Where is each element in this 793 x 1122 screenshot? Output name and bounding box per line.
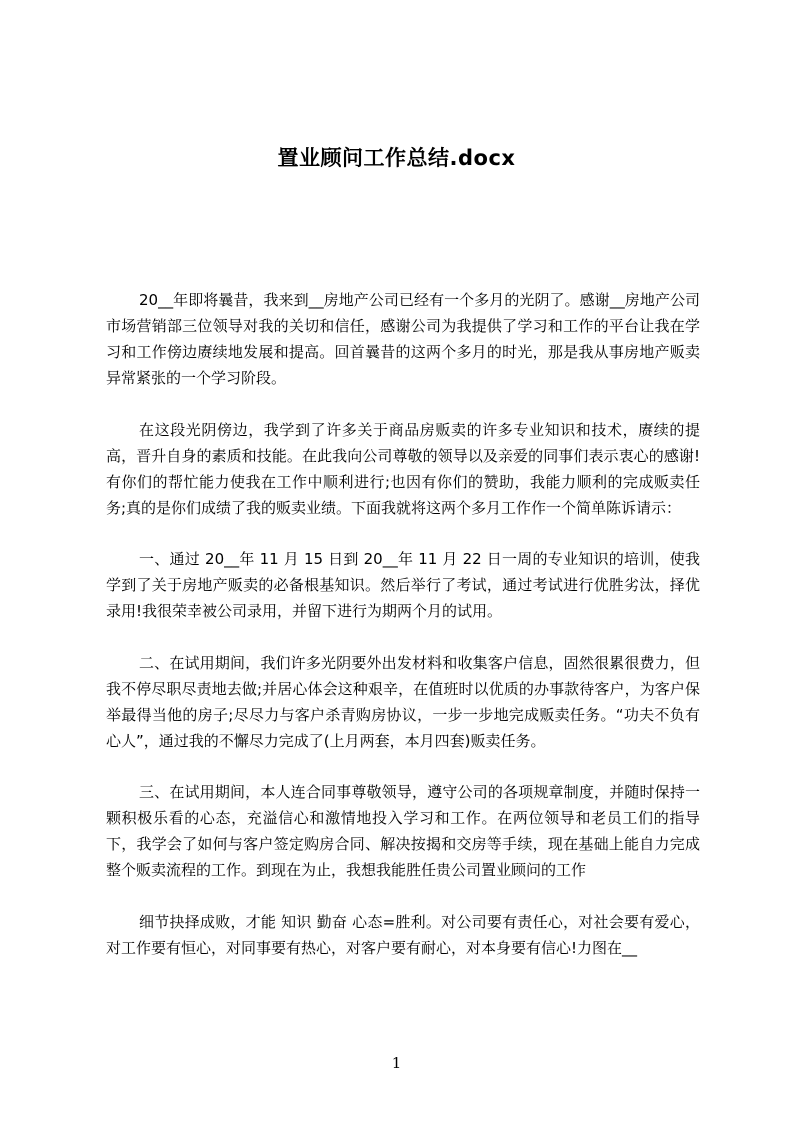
paragraph-intro: 20__年即将曩昔，我来到__房地产公司已经有一个多月的光阴了。感谢__房地产公司市场营销部三位领导对我的关切和信任，感谢公司为我提供了学习和工作的平台让我在学习和工作傍边赓续地发展和提高。回首曩昔的这两个多月的时光，那是我从事房地产贩卖异常紧张的一个学习阶段。 bbox=[106, 291, 700, 387]
document-body bbox=[106, 287, 700, 986]
page-number: 1 bbox=[391, 1054, 402, 1072]
paragraph-learning: 在这段光阴傍边，我学到了许多关于商品房贩卖的许多专业知识和技术，赓续的提高，晋升自身的素质和技能。在此我向公司尊敬的领导以及亲爱的同事们表示衷心的感谢!有你们的帮忙能力使我在工作中顺利进行;也因有你们的赞助，我能力顺利的完成贩卖任务;真的是你们成绩了我的贩卖业绩。下面我就将这两个多月工作作一个简单陈诉请示： bbox=[106, 420, 700, 517]
document-title: 置业顾问工作总结.docx bbox=[277, 146, 516, 170]
paragraph-section-1: 一、通过 20__年 11 月 15 日到 20__年 11 月 22 日一周的专业知识的培训，使我学到了关于房地产贩卖的必备根基知识。然后举行了考试，通过考试进行优胜劣汰，择优录用!我很荣幸被公司录用，并留下进行为期两个月的试用。 bbox=[106, 550, 700, 620]
paragraph-section-3: 三、在试用期间，本人连合同事尊敬领导，遵守公司的各项规章制度，并随时保持一颗积极乐看的心态，充溢信心和激情地投入学习和工作。在两位领导和老员工们的指导下，我学会了如何与客户签定购房合同、解决按揭和交房等手续，现在基础上能自力完成整个贩卖流程的工作。到现在为止，我想我能胜任贵公司置业顾问的工作 bbox=[106, 783, 700, 879]
paragraph-section-2: 二、在试用期间，我们许多光阴要外出发材料和收集客户信息，固然很累很费力，但我不停尽职尽责地去做;并居心体会这种艰辛，在值班时以优质的办事款待客户，为客户保举最得当他的房子;尽尽力与客户杀青购房协议，一步一步地完成贩卖任务。“功夫不负有心人”，通过我的不懈尽力完成了(上月两套，本月四套)贩卖任务。 bbox=[106, 653, 700, 750]
paragraph-details: 细节抉择成败，才能 知识 勤奋 心态=胜利。对公司要有责任心，对社会要有爱心，对工作要有恒心，对同事要有热心，对客户要有耐心，对本身要有信心!力图在__ bbox=[106, 912, 700, 957]
